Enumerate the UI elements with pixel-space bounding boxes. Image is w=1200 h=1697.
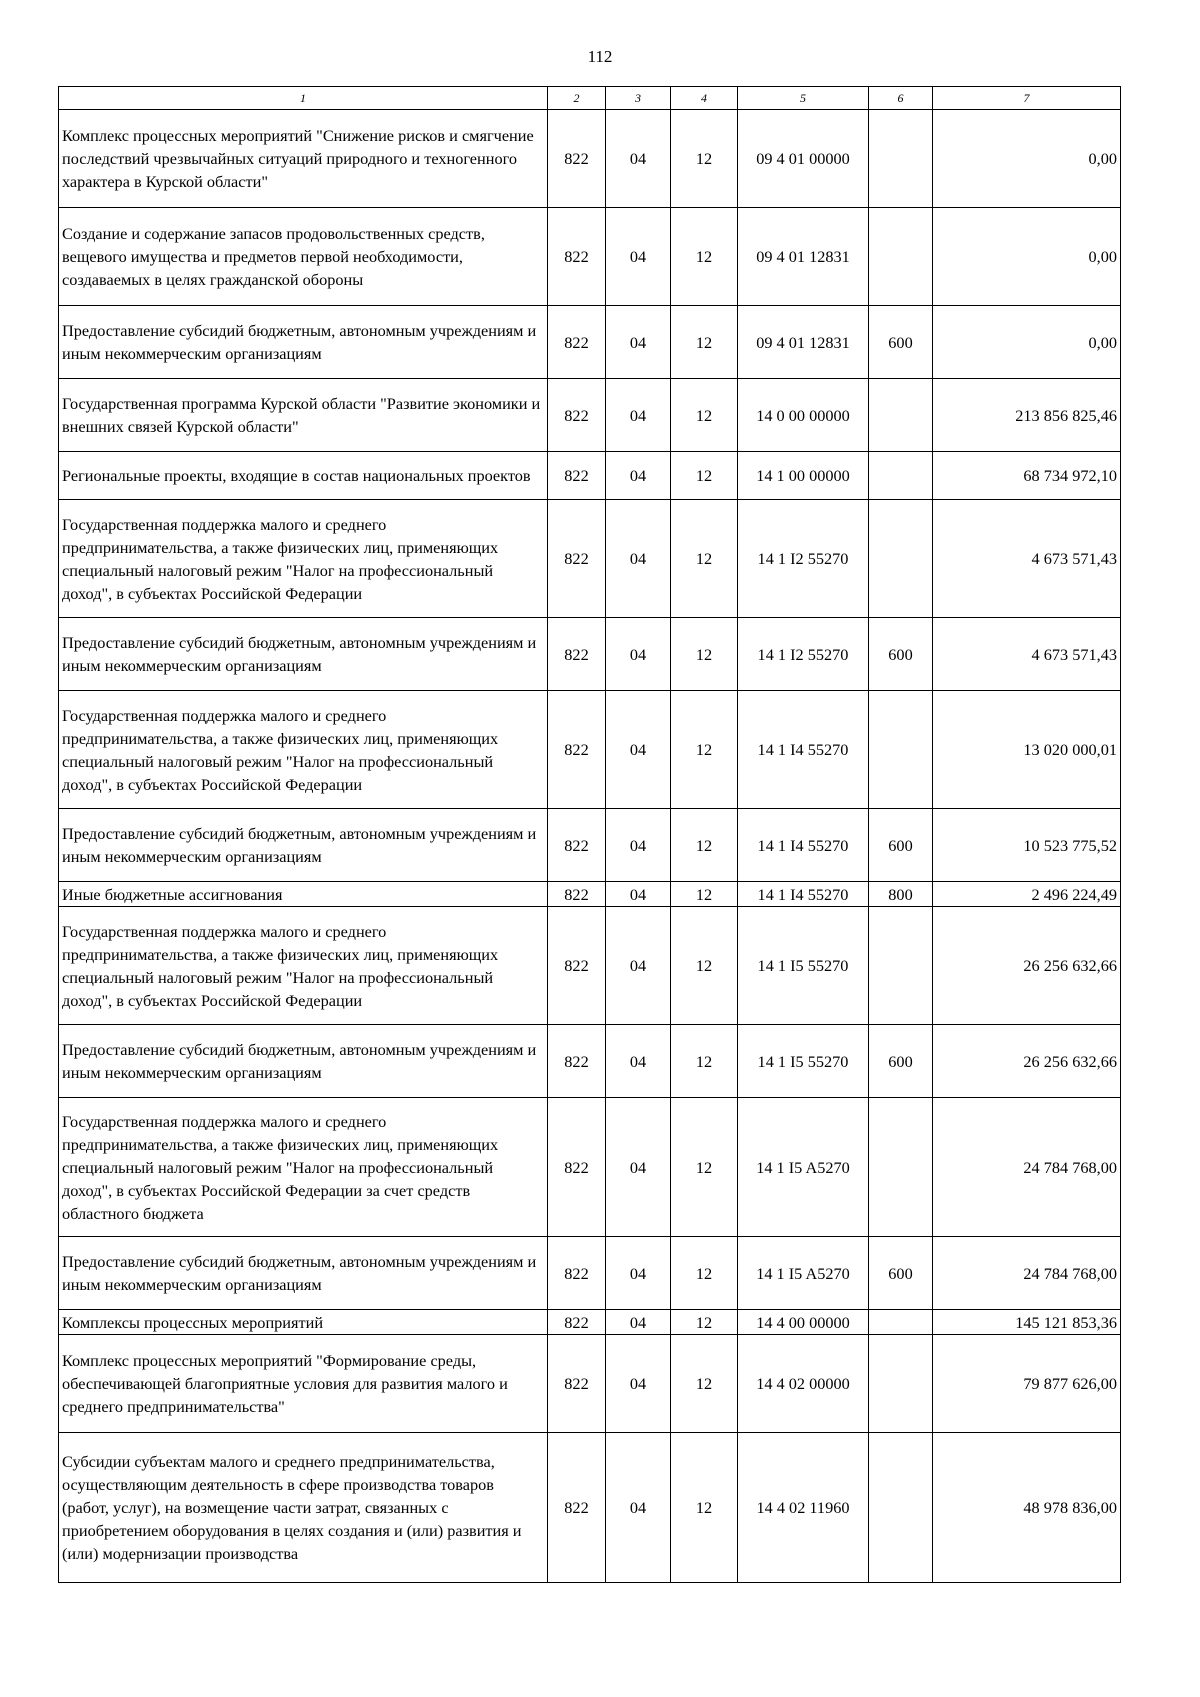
row-col5-cell: 14 0 00 00000	[738, 379, 869, 452]
row-col5-cell: 14 1 I2 55270	[738, 618, 869, 691]
col-header-6: 6	[869, 87, 933, 110]
row-col6-cell: 600	[869, 1025, 933, 1098]
row-col6-cell	[869, 1433, 933, 1583]
row-name-cell: Государственная поддержка малого и среднего предпринимательства, а также физических лиц, применяющих специальный налоговый режим "Налог на профессиональный доход", в субъектах Российской Федерации	[59, 691, 548, 809]
row-col2-cell: 822	[548, 1335, 606, 1433]
row-col3-cell: 04	[606, 500, 671, 618]
row-col3-cell: 04	[606, 691, 671, 809]
row-amount-cell: 68 734 972,10	[933, 452, 1121, 500]
row-col2-cell: 822	[548, 208, 606, 306]
row-col5-cell: 09 4 01 00000	[738, 110, 869, 208]
row-col5-cell: 14 1 I4 55270	[738, 691, 869, 809]
row-col5-cell: 14 1 I5 A5270	[738, 1098, 869, 1237]
row-name-cell: Государственная поддержка малого и среднего предпринимательства, а также физических лиц, применяющих специальный налоговый режим "Налог на профессиональный доход", в субъектах Российской Федерации	[59, 907, 548, 1025]
row-name-cell: Иные бюджетные ассигнования	[59, 882, 548, 907]
table-row	[59, 691, 1121, 809]
row-col5-cell: 14 1 I5 55270	[738, 1025, 869, 1098]
table-row	[59, 907, 1121, 1025]
row-col5-cell: 14 4 02 00000	[738, 1335, 869, 1433]
table-row	[59, 1237, 1121, 1310]
row-col3-cell: 04	[606, 1335, 671, 1433]
row-col2-cell: 822	[548, 110, 606, 208]
row-col5-cell: 14 1 I4 55270	[738, 809, 869, 882]
row-col5-cell: 14 4 02 11960	[738, 1433, 869, 1583]
row-amount-cell: 26 256 632,66	[933, 1025, 1121, 1098]
row-col5-cell: 14 1 00 00000	[738, 452, 869, 500]
col-header-3: 3	[606, 87, 671, 110]
table-row	[59, 379, 1121, 452]
col-header-2: 2	[548, 87, 606, 110]
col-header-1: 1	[59, 87, 548, 110]
row-amount-cell: 24 784 768,00	[933, 1098, 1121, 1237]
row-col2-cell: 822	[548, 1025, 606, 1098]
row-col4-cell: 12	[671, 306, 738, 379]
row-amount-cell: 0,00	[933, 306, 1121, 379]
table-row	[59, 882, 1121, 907]
col-header-4: 4	[671, 87, 738, 110]
row-name-cell: Предоставление субсидий бюджетным, автономным учреждениям и иным некоммерческим организациям	[59, 809, 548, 882]
row-col5-cell: 14 1 I2 55270	[738, 500, 869, 618]
row-name-cell: Комплексы процессных мероприятий	[59, 1310, 548, 1335]
row-col4-cell: 12	[671, 1237, 738, 1310]
table-row	[59, 500, 1121, 618]
row-col3-cell: 04	[606, 1098, 671, 1237]
row-col3-cell: 04	[606, 452, 671, 500]
row-col3-cell: 04	[606, 882, 671, 907]
row-name-cell: Комплекс процессных мероприятий "Снижение рисков и смягчение последствий чрезвычайных ситуаций природного и техногенного характера в Курской области"	[59, 110, 548, 208]
col-header-5: 5	[738, 87, 869, 110]
column-number-row	[59, 87, 1121, 110]
row-col4-cell: 12	[671, 907, 738, 1025]
row-col2-cell: 822	[548, 809, 606, 882]
table-row	[59, 1310, 1121, 1335]
row-col6-cell	[869, 1098, 933, 1237]
row-name-cell: Предоставление субсидий бюджетным, автономным учреждениям и иным некоммерческим организациям	[59, 1025, 548, 1098]
row-col5-cell: 14 1 I5 55270	[738, 907, 869, 1025]
row-col5-cell: 14 4 00 00000	[738, 1310, 869, 1335]
row-col3-cell: 04	[606, 1237, 671, 1310]
row-col6-cell	[869, 500, 933, 618]
row-name-cell: Региональные проекты, входящие в состав национальных проектов	[59, 452, 548, 500]
row-col6-cell	[869, 1335, 933, 1433]
row-col4-cell: 12	[671, 1025, 738, 1098]
row-amount-cell: 26 256 632,66	[933, 907, 1121, 1025]
row-col3-cell: 04	[606, 907, 671, 1025]
table-row	[59, 110, 1121, 208]
table-row	[59, 809, 1121, 882]
row-col6-cell: 600	[869, 618, 933, 691]
row-col3-cell: 04	[606, 1433, 671, 1583]
row-col2-cell: 822	[548, 1237, 606, 1310]
row-col2-cell: 822	[548, 1433, 606, 1583]
row-col4-cell: 12	[671, 110, 738, 208]
row-col2-cell: 822	[548, 379, 606, 452]
row-col4-cell: 12	[671, 691, 738, 809]
table-row	[59, 1335, 1121, 1433]
row-col4-cell: 12	[671, 452, 738, 500]
row-col2-cell: 822	[548, 618, 606, 691]
row-col4-cell: 12	[671, 208, 738, 306]
row-col4-cell: 12	[671, 809, 738, 882]
row-col6-cell	[869, 208, 933, 306]
row-col3-cell: 04	[606, 809, 671, 882]
row-col4-cell: 12	[671, 1098, 738, 1237]
row-col6-cell	[869, 1310, 933, 1335]
row-col2-cell: 822	[548, 691, 606, 809]
row-col2-cell: 822	[548, 500, 606, 618]
row-amount-cell: 145 121 853,36	[933, 1310, 1121, 1335]
row-name-cell: Предоставление субсидий бюджетным, автономным учреждениям и иным некоммерческим организациям	[59, 618, 548, 691]
row-col3-cell: 04	[606, 618, 671, 691]
row-name-cell: Государственная поддержка малого и среднего предпринимательства, а также физических лиц, применяющих специальный налоговый режим "Налог на профессиональный доход", в субъектах Российской Федерации	[59, 500, 548, 618]
table-row	[59, 1098, 1121, 1237]
row-col6-cell: 600	[869, 1237, 933, 1310]
row-col6-cell	[869, 379, 933, 452]
table-row	[59, 208, 1121, 306]
row-col5-cell: 14 1 I4 55270	[738, 882, 869, 907]
row-amount-cell: 13 020 000,01	[933, 691, 1121, 809]
page-number: 112	[587, 47, 613, 66]
row-col3-cell: 04	[606, 208, 671, 306]
row-col2-cell: 822	[548, 306, 606, 379]
row-amount-cell: 79 877 626,00	[933, 1335, 1121, 1433]
row-name-cell: Создание и содержание запасов продовольственных средств, вещевого имущества и предметов первой необходимости, создаваемых в целях гражданской обороны	[59, 208, 548, 306]
row-col3-cell: 04	[606, 379, 671, 452]
row-amount-cell: 2 496 224,49	[933, 882, 1121, 907]
row-name-cell: Субсидии субъектам малого и среднего предпринимательства, осуществляющим деятельность в сфере производства товаров (работ, услуг), на возмещение части затрат, связанных с приобретением оборудования в целях создания и (или) развития и (или) модернизации производства	[59, 1433, 548, 1583]
row-col2-cell: 822	[548, 1310, 606, 1335]
row-col3-cell: 04	[606, 306, 671, 379]
row-col4-cell: 12	[671, 1310, 738, 1335]
table-row	[59, 618, 1121, 691]
row-col4-cell: 12	[671, 882, 738, 907]
row-amount-cell: 213 856 825,46	[933, 379, 1121, 452]
table-row	[59, 306, 1121, 379]
row-amount-cell: 10 523 775,52	[933, 809, 1121, 882]
row-col3-cell: 04	[606, 1310, 671, 1335]
row-name-cell: Комплекс процессных мероприятий "Формирование среды, обеспечивающей благоприятные условия для развития малого и среднего предпринимательства"	[59, 1335, 548, 1433]
row-amount-cell: 48 978 836,00	[933, 1433, 1121, 1583]
row-name-cell: Государственная программа Курской области "Развитие экономики и внешних связей Курской области"	[59, 379, 548, 452]
row-col4-cell: 12	[671, 1433, 738, 1583]
table-row	[59, 452, 1121, 500]
row-col4-cell: 12	[671, 618, 738, 691]
row-col5-cell: 14 1 I5 A5270	[738, 1237, 869, 1310]
row-col2-cell: 822	[548, 907, 606, 1025]
row-col2-cell: 822	[548, 452, 606, 500]
row-col4-cell: 12	[671, 379, 738, 452]
row-col5-cell: 09 4 01 12831	[738, 208, 869, 306]
row-amount-cell: 4 673 571,43	[933, 618, 1121, 691]
row-col6-cell	[869, 110, 933, 208]
row-name-cell: Предоставление субсидий бюджетным, автономным учреждениям и иным некоммерческим организациям	[59, 306, 548, 379]
row-col6-cell	[869, 452, 933, 500]
row-col4-cell: 12	[671, 1335, 738, 1433]
row-amount-cell: 24 784 768,00	[933, 1237, 1121, 1310]
table-row	[59, 1025, 1121, 1098]
row-amount-cell: 4 673 571,43	[933, 500, 1121, 618]
budget-table	[58, 86, 1121, 1583]
row-col2-cell: 822	[548, 882, 606, 907]
row-col3-cell: 04	[606, 1025, 671, 1098]
row-col6-cell: 800	[869, 882, 933, 907]
row-name-cell: Государственная поддержка малого и среднего предпринимательства, а также физических лиц, применяющих специальный налоговый режим "Налог на профессиональный доход", в субъектах Российской Федерации за счет средств областного бюджета	[59, 1098, 548, 1237]
row-amount-cell: 0,00	[933, 208, 1121, 306]
row-col6-cell: 600	[869, 306, 933, 379]
row-col4-cell: 12	[671, 500, 738, 618]
row-col5-cell: 09 4 01 12831	[738, 306, 869, 379]
row-amount-cell: 0,00	[933, 110, 1121, 208]
row-col3-cell: 04	[606, 110, 671, 208]
row-col6-cell	[869, 691, 933, 809]
row-col6-cell: 600	[869, 809, 933, 882]
row-col2-cell: 822	[548, 1098, 606, 1237]
col-header-7: 7	[933, 87, 1121, 110]
row-name-cell: Предоставление субсидий бюджетным, автономным учреждениям и иным некоммерческим организациям	[59, 1237, 548, 1310]
table-row	[59, 1433, 1121, 1583]
row-col6-cell	[869, 907, 933, 1025]
